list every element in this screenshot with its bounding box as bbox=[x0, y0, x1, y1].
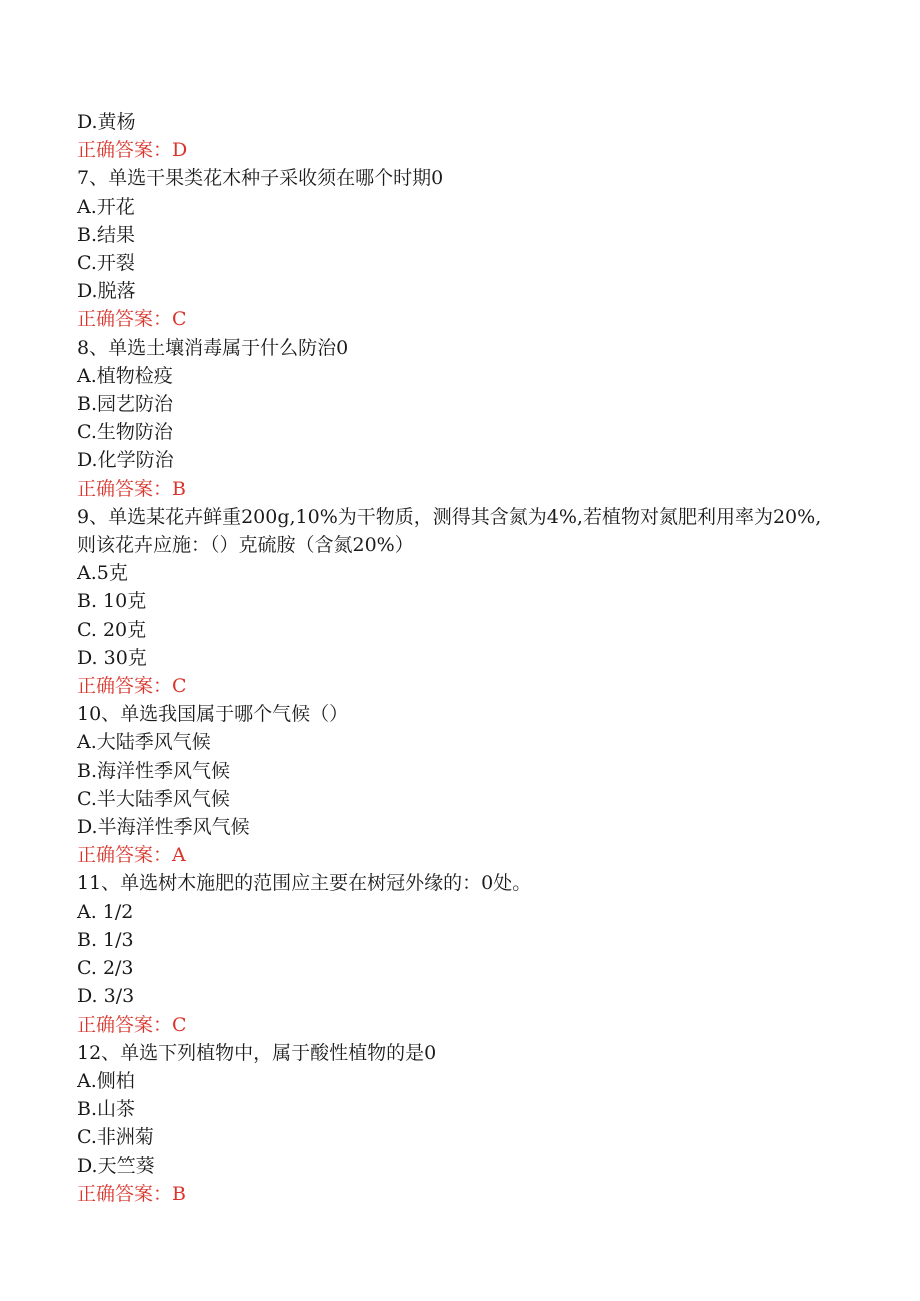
option-d: D. 30克 bbox=[77, 646, 147, 669]
question-block bbox=[77, 334, 837, 503]
correct-answer bbox=[77, 1011, 837, 1039]
question-stem: 9、单选某花卉鲜重200g,10%为干物质，测得其含氮为4%,若植物对氮肥利用率为20%,则该花卉应施：（）克硫胺（含氮20%） bbox=[77, 505, 822, 557]
question-list bbox=[77, 164, 837, 1208]
question-stem: 8、单选土壤消毒属于什么防治0 bbox=[77, 336, 349, 359]
option-b: B.山茶 bbox=[77, 1098, 136, 1121]
option-c: C.半大陆季风气候 bbox=[77, 787, 230, 810]
option-d: D.半海洋性季风气候 bbox=[77, 816, 250, 839]
answer-value: C bbox=[172, 308, 187, 331]
answer-value: B bbox=[172, 1182, 186, 1205]
correct-answer bbox=[77, 841, 837, 869]
document-body bbox=[77, 108, 837, 1208]
answer-label: 正确答案： bbox=[77, 1013, 173, 1036]
option-b: B.园艺防治 bbox=[77, 393, 174, 416]
answer-label: 正确答案： bbox=[77, 308, 173, 331]
option-d: D.脱落 bbox=[77, 280, 136, 303]
answer-label: 正确答案： bbox=[77, 844, 173, 867]
option-d: D.天竺葵 bbox=[77, 1154, 155, 1177]
answer-label: 正确答案： bbox=[77, 477, 173, 500]
option-a: A.开花 bbox=[77, 195, 135, 218]
answer-label: 正确答案： bbox=[77, 139, 173, 162]
question-stem: 7、单选干果类花木种子采收须在哪个时期0 bbox=[77, 167, 444, 190]
question-stem: 12、单选下列植物中，属于酸性植物的是0 bbox=[77, 1041, 437, 1064]
option-a: A. 1/2 bbox=[77, 900, 134, 923]
option-b: B. 1/3 bbox=[77, 928, 134, 951]
option-b: B.结果 bbox=[77, 223, 136, 246]
answer-label: 正确答案： bbox=[77, 1182, 173, 1205]
option-c: C.非洲菊 bbox=[77, 1126, 154, 1149]
option-b: B.海洋性季风气候 bbox=[77, 759, 231, 782]
question-stem: 11、单选树木施肥的范围应主要在树冠外缘的：0处。 bbox=[77, 872, 532, 895]
correct-answer bbox=[77, 1180, 837, 1208]
option-c: C.生物防治 bbox=[77, 421, 173, 444]
option-a: A.5克 bbox=[77, 562, 128, 585]
option-a: A.植物检疫 bbox=[77, 364, 173, 387]
question-block bbox=[77, 1039, 837, 1208]
answer-value: D bbox=[172, 139, 188, 162]
answer-value: C bbox=[172, 675, 187, 698]
question-block bbox=[77, 503, 837, 700]
question-block bbox=[77, 700, 837, 869]
correct-answer bbox=[77, 475, 837, 503]
question-block bbox=[77, 164, 837, 333]
option-b: B. 10克 bbox=[77, 590, 147, 613]
option-c: C.开裂 bbox=[77, 252, 135, 275]
option-a: A.侧柏 bbox=[77, 1069, 135, 1092]
correct-answer bbox=[77, 672, 837, 700]
answer-label: 正确答案： bbox=[77, 675, 173, 698]
option-c: C. 2/3 bbox=[77, 957, 134, 980]
answer-value: A bbox=[172, 844, 186, 867]
correct-answer bbox=[77, 136, 837, 164]
option-d: D. 3/3 bbox=[77, 985, 135, 1008]
question-stem: 10、单选我国属于哪个气候（） bbox=[77, 703, 349, 726]
answer-value: B bbox=[172, 477, 186, 500]
question-block bbox=[77, 869, 837, 1038]
correct-answer bbox=[77, 305, 837, 333]
option-c: C. 20克 bbox=[77, 618, 147, 641]
option-a: A.大陆季风气候 bbox=[77, 731, 211, 754]
option-d: D.化学防治 bbox=[77, 449, 174, 472]
answer-value: C bbox=[172, 1013, 187, 1036]
option-d: D.黄杨 bbox=[77, 111, 136, 133]
